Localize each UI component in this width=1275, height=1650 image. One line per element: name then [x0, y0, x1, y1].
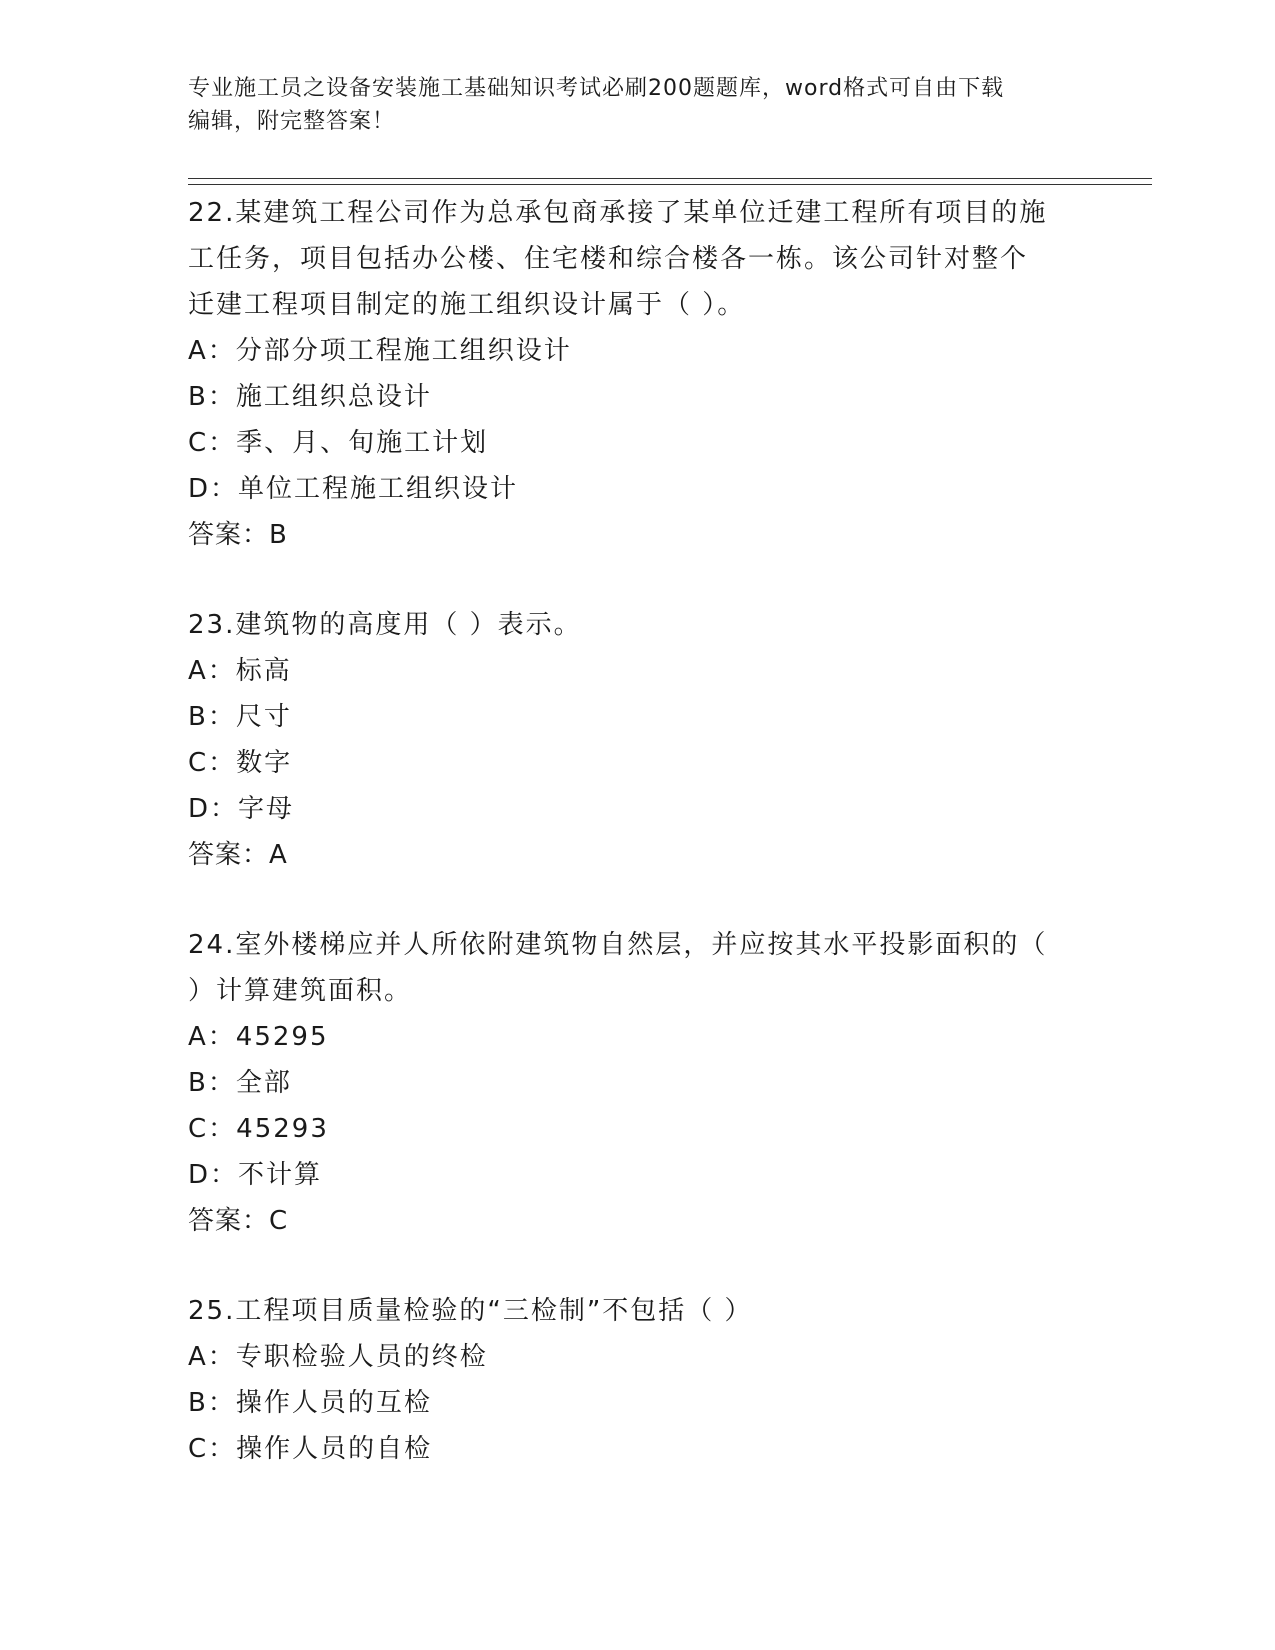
answer: 答案：A: [188, 840, 288, 870]
option-b: B：施工组织总设计: [188, 382, 432, 412]
question-text: 22.某建筑工程公司作为总承包商承接了某单位迁建工程所有项目的施: [188, 198, 1048, 228]
option-b: B：全部: [188, 1068, 292, 1098]
question-text: 23.建筑物的高度用（ ）表示。: [188, 610, 582, 640]
document-header: [188, 72, 1088, 138]
option-c: C：45293: [188, 1114, 329, 1144]
answer: 答案：B: [188, 520, 288, 550]
option-a: A：专职检验人员的终检: [188, 1342, 488, 1372]
option-d: D：字母: [188, 794, 295, 824]
header-divider: [188, 178, 1152, 179]
question-text: ）计算建筑面积。: [188, 976, 413, 1006]
option-b: B：操作人员的互检: [188, 1388, 432, 1418]
answer: 答案：C: [188, 1206, 289, 1236]
option-d: D：单位工程施工组织设计: [188, 474, 519, 504]
question-list: [188, 190, 1088, 1516]
question-22: [188, 190, 1088, 558]
question-24: [188, 922, 1088, 1244]
option-c: C：操作人员的自检: [188, 1434, 433, 1464]
question-text: 迁建工程项目制定的施工组织设计属于（ ）。: [188, 290, 746, 320]
option-c: C：数字: [188, 748, 293, 778]
option-d: D：不计算: [188, 1160, 323, 1190]
question-23: [188, 602, 1088, 878]
option-a: A：分部分项工程施工组织设计: [188, 336, 572, 366]
question-text: 工任务，项目包括办公楼、住宅楼和综合楼各一栋。该公司针对整个: [188, 244, 1029, 274]
question-text: 24.室外楼梯应并人所依附建筑物自然层，并应按其水平投影面积的（: [188, 930, 1048, 960]
option-c: C：季、月、旬施工计划: [188, 428, 489, 458]
question-text: 25.工程项目质量检验的“三检制”不包括（ ）: [188, 1296, 753, 1326]
header-line: 专业施工员之设备安装施工基础知识考试必刷200题题库，word格式可自由下载: [188, 76, 1005, 101]
option-a: A：45295: [188, 1022, 329, 1052]
option-a: A：标高: [188, 656, 292, 686]
header-line: 编辑，附完整答案！: [188, 109, 396, 134]
question-25: [188, 1288, 1088, 1472]
header-divider: [188, 184, 1152, 185]
option-b: B：尺寸: [188, 702, 292, 732]
